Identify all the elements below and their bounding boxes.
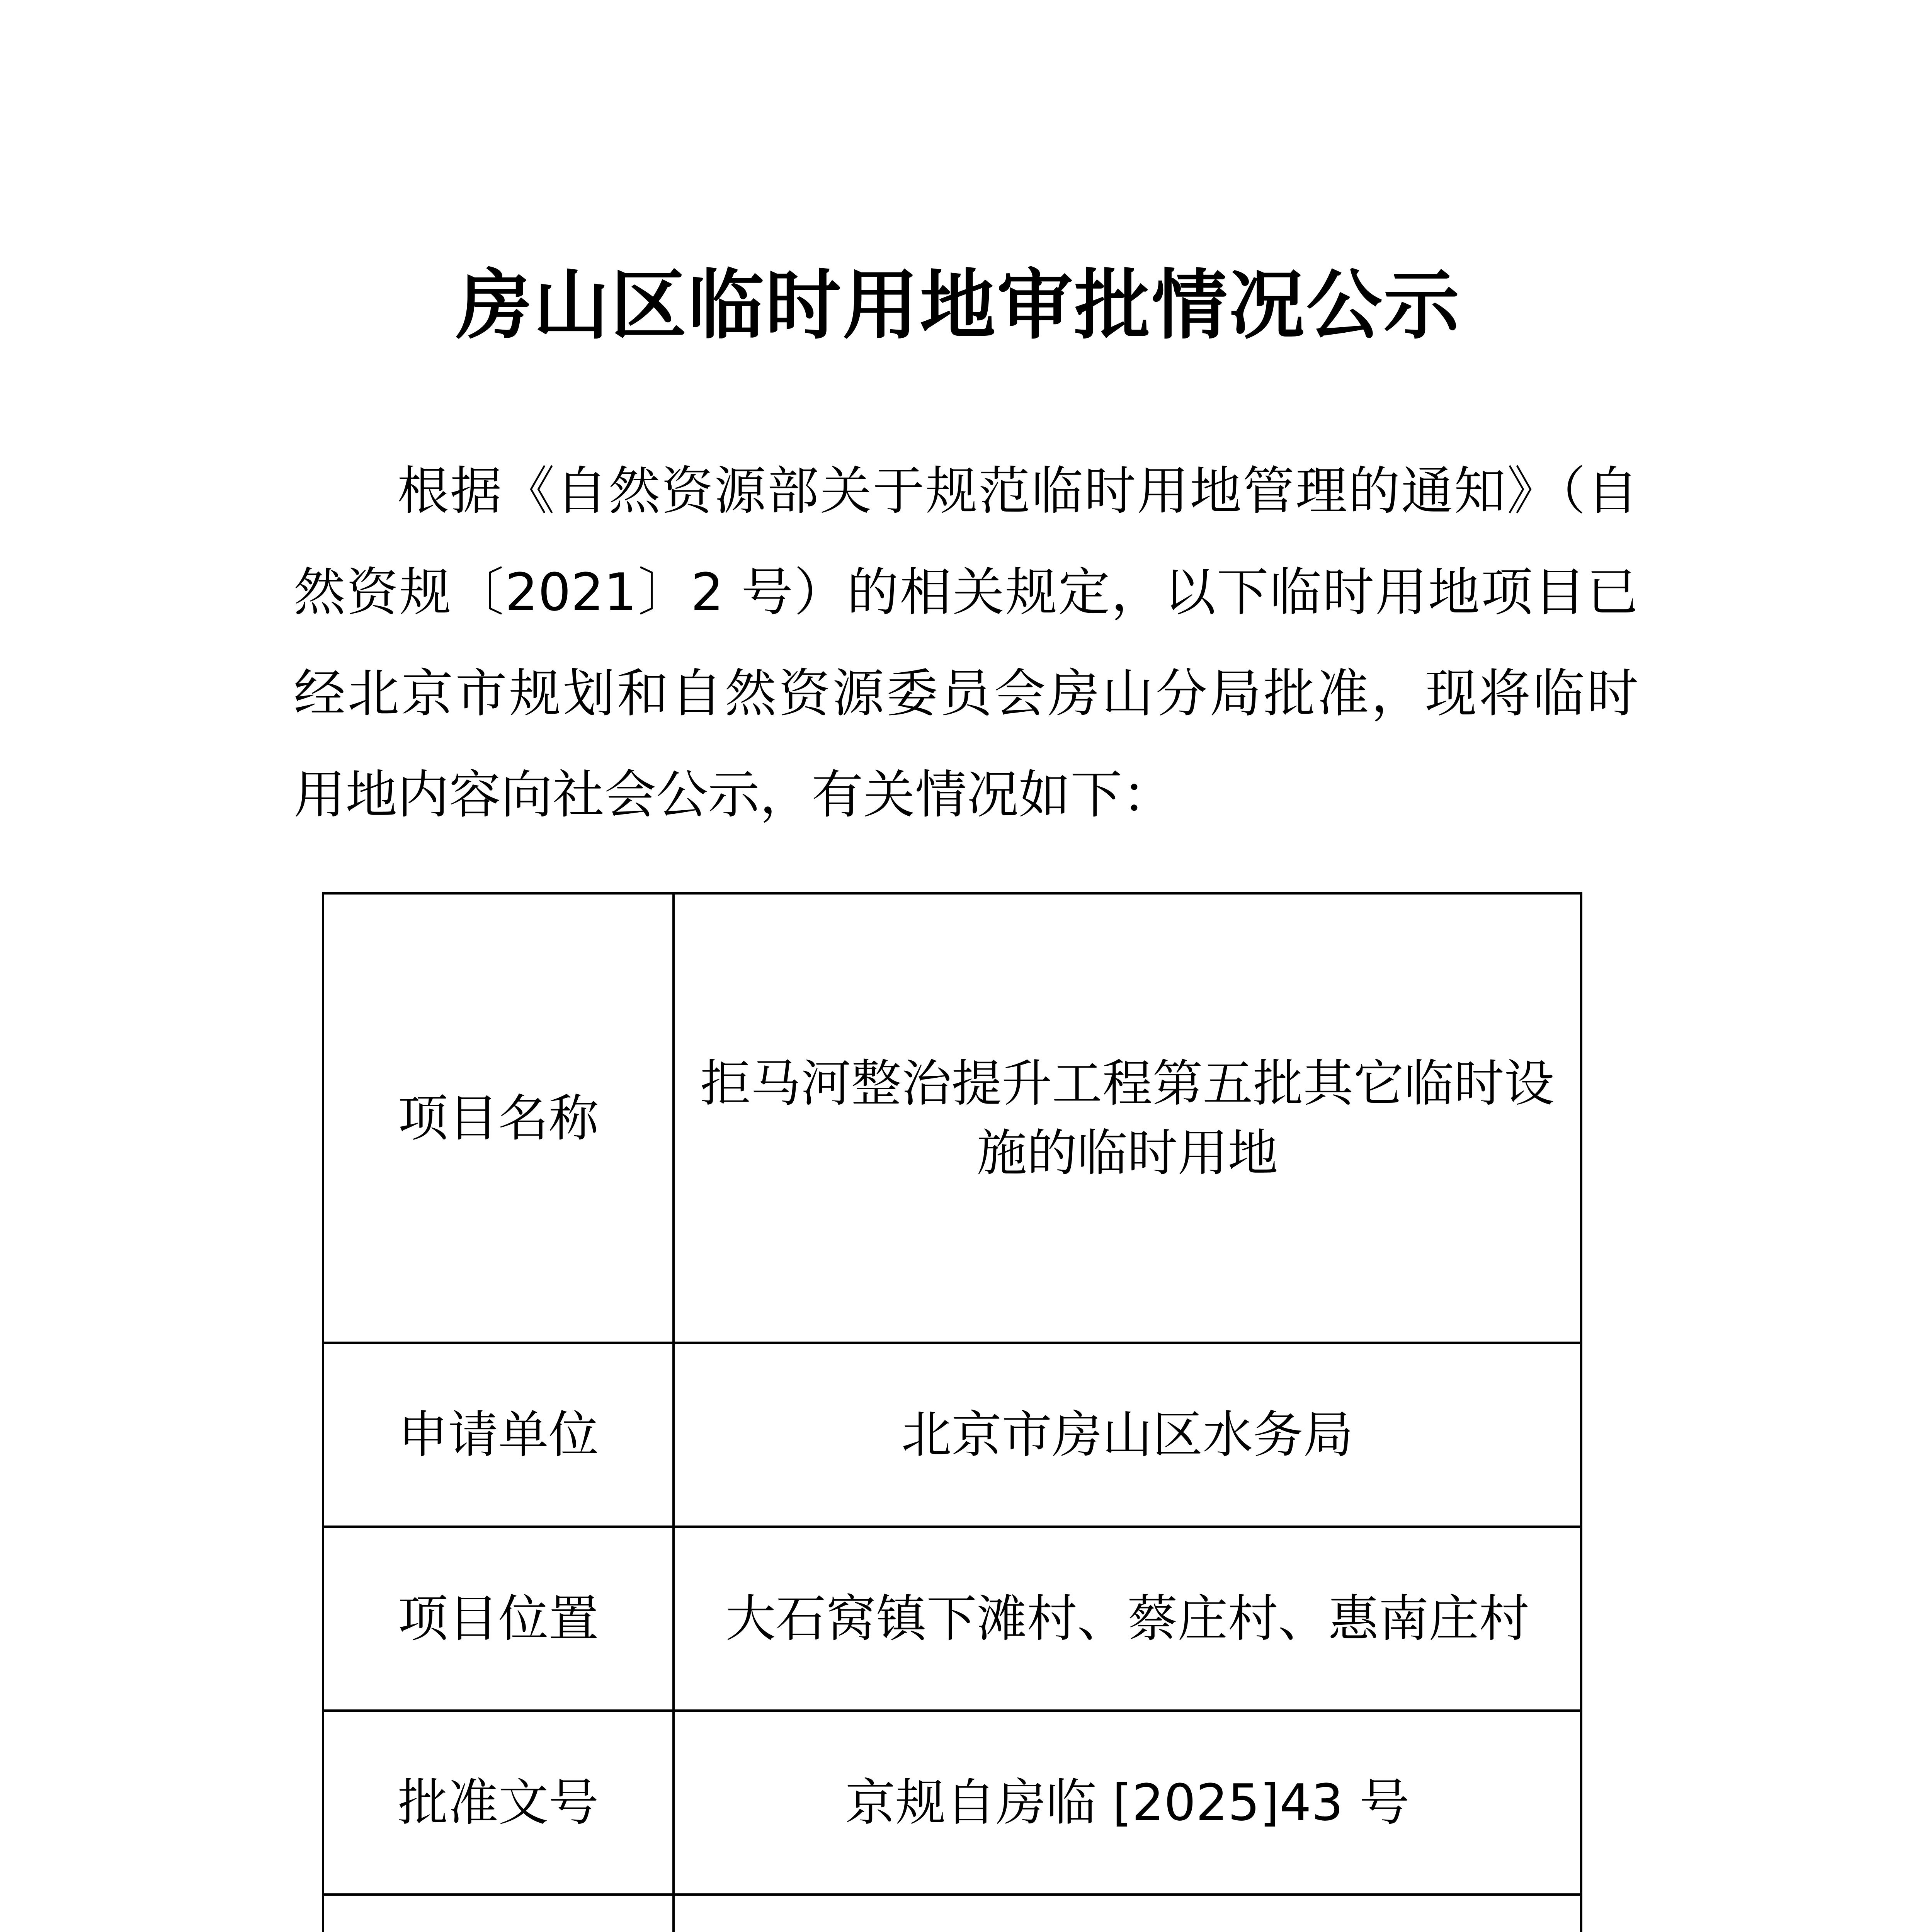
table-row-approval-number [323, 1711, 1581, 1895]
row-value-applicant: 北京市房山区水务局 [674, 1343, 1581, 1527]
row-value-approval-number: 京规自房临 [2025]43 号 [674, 1711, 1581, 1895]
table-row-project-name [323, 893, 1581, 1343]
row-label-approval-number: 批准文号 [323, 1711, 674, 1895]
row-label-applicant: 申请单位 [323, 1343, 674, 1527]
row-label-project-name: 项目名称 [323, 893, 674, 1343]
table-row-approved-area [323, 1895, 1581, 1932]
row-value-approved-area [674, 1895, 1581, 1932]
row-label-location: 项目位置 [323, 1527, 674, 1711]
page-title: 房山区临时用地审批情况公示 [456, 261, 1461, 350]
row-value-location: 大石窝镇下滩村、蔡庄村、惠南庄村 [674, 1527, 1581, 1711]
table-row-applicant [323, 1343, 1581, 1527]
intro-paragraph: 根据《自然资源部关于规范临时用地管理的通知》（自然资规〔2021〕2 号）的相关规定，以下临时用地项目已经北京市规划和自然资源委员会房山分局批准，现将临时用地内容向社会公示，有关情况如下： [294, 461, 1638, 825]
row-label-approved-area [323, 1895, 674, 1932]
approval-info-table [322, 892, 1582, 1932]
row-value-project-name: 拒马河整治提升工程第五批其它临时设施的临时用地 [674, 893, 1581, 1343]
table-row-location [323, 1527, 1581, 1711]
